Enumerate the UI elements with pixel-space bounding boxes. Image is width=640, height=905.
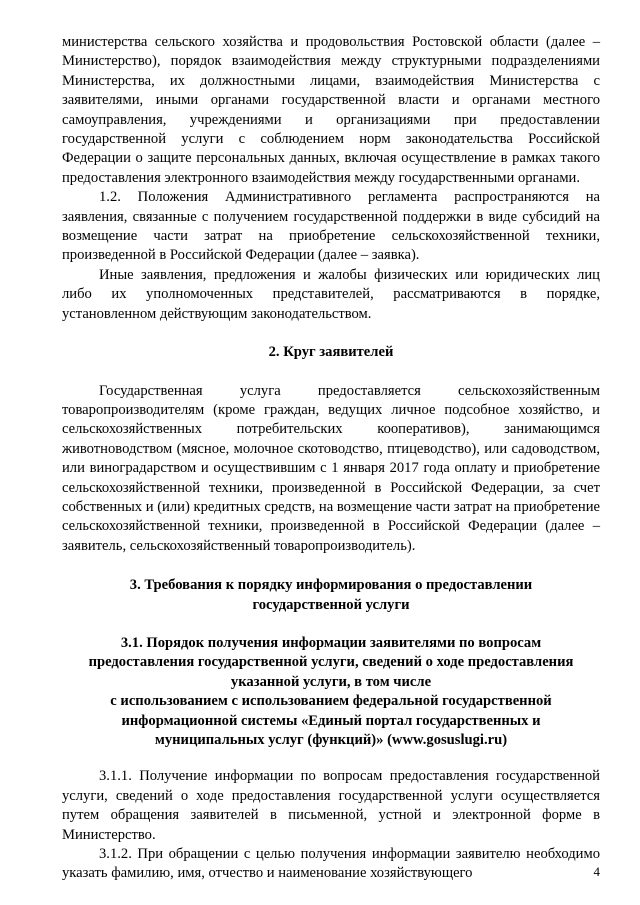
section-2-heading: 2. Круг заявителей [268, 344, 394, 361]
paragraph-3-1-1: 3.1.1. Получение информации по вопросам предоставления государственной услуги, сведений о ходе предоставления государственной услуги осуществляется путем обращения заявителей в письменной, устной и электронной форме в Министерство. [62, 768, 600, 843]
section-3-heading-line-1: 3. Требования к порядку информирования о предоставлении [129, 577, 533, 594]
section-3-1-heading-line-5: информационной системы «Единый портал государственных и [121, 712, 541, 729]
section-3-1-heading-line-1: 3.1. Порядок получения информации заявителями по вопросам [120, 634, 542, 651]
paragraph-3-1-2: 3.1.2. При обращении с целью получения информации заявителю необходимо указать фамилию, имя, отчество и наименование хозяйствующего [62, 846, 600, 882]
section-3-1-heading-line-2: предоставления государственной услуги, сведений о ходе предоставления [88, 654, 574, 671]
section-3-1-heading [62, 634, 600, 750]
paragraph-other-applications: Иные заявления, предложения и жалобы физических или юридических лиц либо их уполномоченных представителей, рассматриваются в порядке, установленном действующим законодательством. [62, 266, 600, 322]
section-3-1-heading-line-6: муниципальных услуг (функций)» (www.gosuslugi.ru) [154, 732, 508, 748]
section-3-heading [62, 576, 600, 615]
paragraph-1-2: 1.2. Положения Административного регламента распространяются на заявления, связанные с получением государственной поддержки в виде субсидий на возмещение части затрат на приобретение сельскохозяйственной техники, произведенной в Российской Федерации (далее – заявка). [62, 189, 600, 264]
section-3-1-heading-line-4: с использованием с использованием федеральной государственной [110, 693, 552, 710]
paragraph-ministry-procedure: министерства сельского хозяйства и продовольствия Ростовской области (далее – Министерство), порядок взаимодействия между структурными подразделениями Министерства, их должностными лицами, взаимодействия Министерства с заявителями, иными органами государственной власти и органами местного самоуправления, учреждениями и организациями при предоставлении государственной услуги с соблюдением норм законодательства Российской Федерации о защите персональных данных, включая осуществление в рамках такого предоставления электронного взаимодействия между государственными органами. [62, 34, 600, 186]
section-3-heading-line-2: государственной услуги [252, 596, 410, 613]
section-3-1-heading-line-3: указанной услуги, в том числе [230, 673, 432, 690]
page-number: 4 [593, 864, 600, 879]
paragraph-applicants: Государственная услуга предоставляется сельскохозяйственным товаропроизводителям (кроме граждан, ведущих личное подсобное хозяйство, и сельскохозяйственных потребительских кооперативов), занимающимся животноводством (мясное, молочное скотоводство, птицеводство), или садоводством, или виноградарством и осуществившим с 1 января 2017 года оплату и приобретение сельскохозяйственной техники, произведенной в Российской Федерации, за счет собственных и (или) кредитных средств, на возмещение части затрат на приобретение сельскохозяйственной техники, произведенной в Российской Федерации (далее – заявитель, сельскохозяйственный товаропроизводитель). [62, 382, 600, 554]
